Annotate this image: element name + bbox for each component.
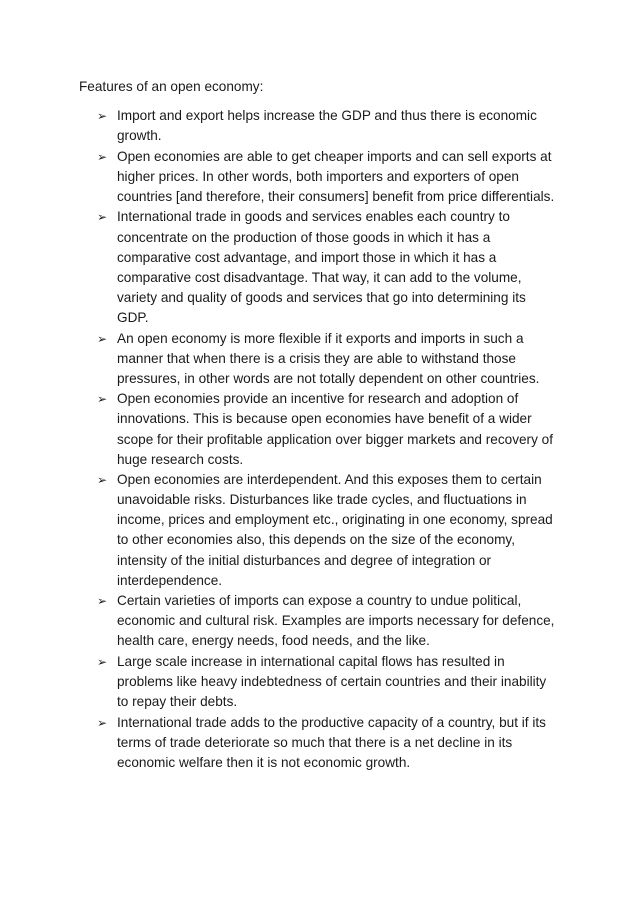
- arrow-bullet-icon: ➢: [97, 210, 108, 225]
- list-item: [97, 106, 559, 146]
- arrow-bullet-icon: ➢: [97, 109, 108, 123]
- arrow-bullet-icon: ➢: [97, 473, 108, 488]
- list-item: [97, 591, 559, 651]
- list-item-text: Open economies provide an incentive for research and adoption of innovations. This is because open economies have benefit of a wider scope for their profitable application over bigger markets and recovery of huge research costs.: [117, 391, 553, 467]
- list-item: [97, 147, 559, 207]
- list-item-text: Open economies are interdependent. And this exposes them to certain unavoidable risks. Disturbances like trade cycles, and fluctuations in income, prices and employment etc., originating in one economy, spread to other economies also, this depends on the size of the economy, intensity of the initial disturbances and degree of integration or interdependence.: [117, 472, 553, 588]
- page-heading: Features of an open economy:: [79, 79, 264, 94]
- list-item-text: International trade in goods and services enables each country to concentrate on the production of those goods in which it has a comparative cost advantage, and import those in which it has a comparative cost disadvantage. That way, it can add to the volume, variety and quality of goods and services that go into determining its GDP.: [117, 209, 526, 325]
- features-list: [97, 106, 559, 774]
- list-item: [97, 470, 559, 591]
- list-item: [97, 713, 559, 773]
- arrow-bullet-icon: ➢: [97, 715, 108, 730]
- list-item-text: Import and export helps increase the GDP and thus there is economic growth.: [117, 108, 537, 144]
- arrow-bullet-icon: ➢: [97, 392, 108, 407]
- arrow-bullet-icon: ➢: [97, 331, 108, 346]
- arrow-bullet-icon: ➢: [97, 655, 108, 670]
- list-item-text: Large scale increase in international capital flows has resulted in problems like heavy indebtedness of certain countries and their inability to repay their debts.: [117, 654, 547, 710]
- list-item-text: Open economies are able to get cheaper imports and can sell exports at higher prices. In other words, both importers and exporters of open countries [and therefore, their consumers] benefit from price differentials.: [117, 148, 555, 204]
- list-item: [97, 329, 559, 389]
- list-item: [97, 389, 559, 469]
- list-item-text: Certain varieties of imports can expose a country to undue political, economic and cultural risk. Examples are imports necessary for defence, health care, energy needs, food needs, and the like.: [117, 593, 555, 649]
- list-item: [97, 207, 559, 328]
- list-item-text: An open economy is more flexible if it exports and imports in such a manner that when there is a crisis they are able to withstand those pressures, in other words are not totally dependent on other countries.: [117, 330, 540, 386]
- list-item-text: International trade adds to the productive capacity of a country, but if its terms of trade deteriorate so much that there is a net decline in its economic welfare then it is not economic growth.: [117, 714, 546, 770]
- list-item: [97, 652, 559, 712]
- arrow-bullet-icon: ➢: [97, 149, 108, 164]
- arrow-bullet-icon: ➢: [97, 594, 108, 609]
